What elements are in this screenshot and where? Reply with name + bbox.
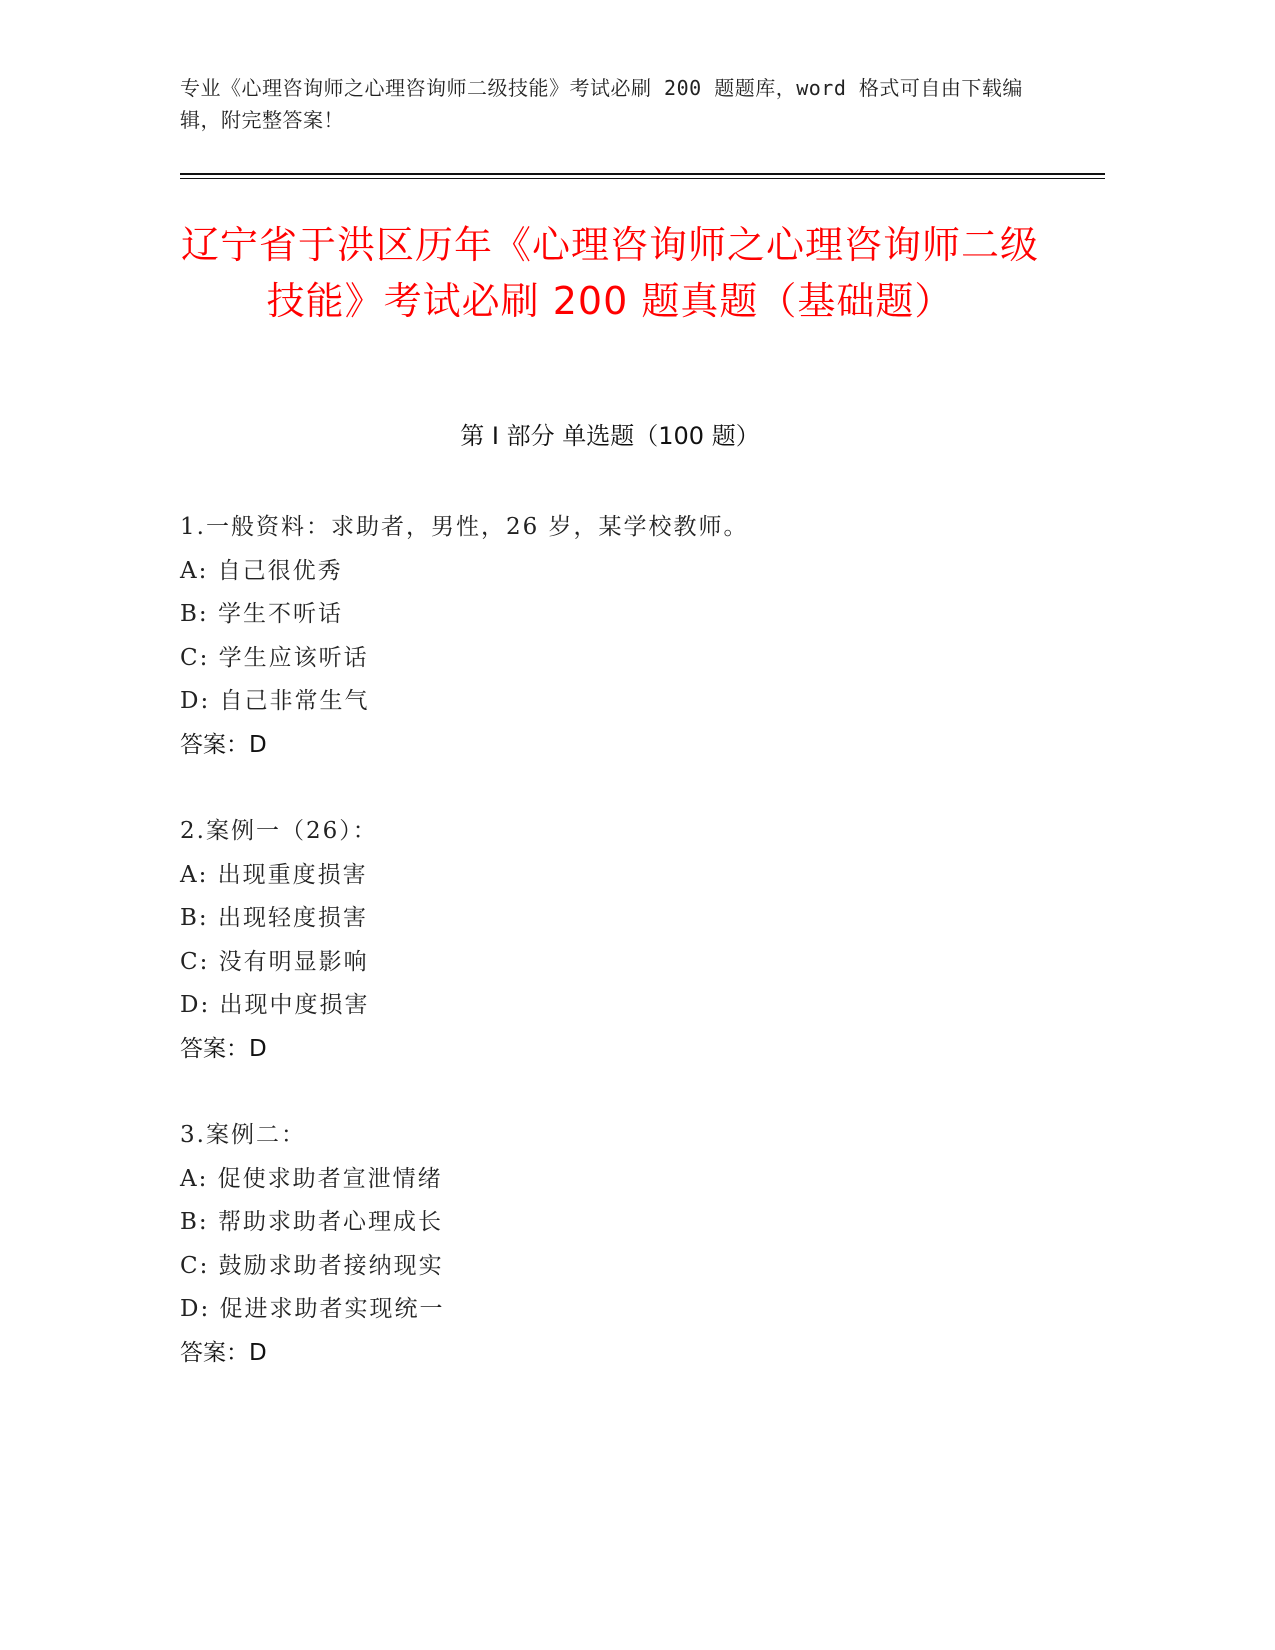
header-divider-thick: [180, 173, 1105, 175]
answer: 答案：D: [180, 731, 267, 758]
option-d: D: 促进求助者实现统一: [180, 1296, 445, 1322]
section-title: 第 I 部分 单选题（100 题）: [460, 422, 760, 450]
option-d: D: 自己非常生气: [180, 688, 370, 714]
question-2: [180, 810, 1080, 1071]
option-b: B: 帮助求助者心理成长: [180, 1209, 443, 1235]
option-a: A: 出现重度损害: [180, 861, 368, 888]
option-c: C: 没有明显影响: [180, 948, 369, 975]
question-1: [180, 506, 1080, 767]
question-list: [180, 506, 1080, 1418]
option-c: C: 学生应该听话: [180, 644, 369, 671]
option-a: A: 促使求助者宣泄情绪: [180, 1165, 443, 1192]
option-b: B: 出现轻度损害: [180, 905, 368, 931]
header-note: 专业《心理咨询师之心理咨询师二级技能》考试必刷 200 题题库，word 格式可自由下载编辑，附完整答案！: [180, 76, 1023, 132]
option-a: A: 自己很优秀: [180, 557, 343, 584]
option-c: C: 鼓励求助者接纳现实: [180, 1252, 444, 1279]
question-stem: 2.案例一（26）：: [180, 818, 378, 844]
document-title: 辽宁省于洪区历年《心理咨询师之心理咨询师二级技能》考试必刷 200 题真题（基础题）: [180, 223, 1039, 323]
question-3: [180, 1114, 1080, 1375]
question-stem: 3.案例二：: [180, 1122, 306, 1148]
answer: 答案：D: [180, 1339, 267, 1366]
option-b: B: 学生不听话: [180, 601, 343, 627]
question-stem: 1.一般资料：求助者，男性，26 岁，某学校教师。: [180, 514, 749, 540]
answer: 答案：D: [180, 1035, 267, 1062]
option-d: D: 出现中度损害: [180, 992, 370, 1018]
header-divider-thin: [180, 178, 1105, 179]
